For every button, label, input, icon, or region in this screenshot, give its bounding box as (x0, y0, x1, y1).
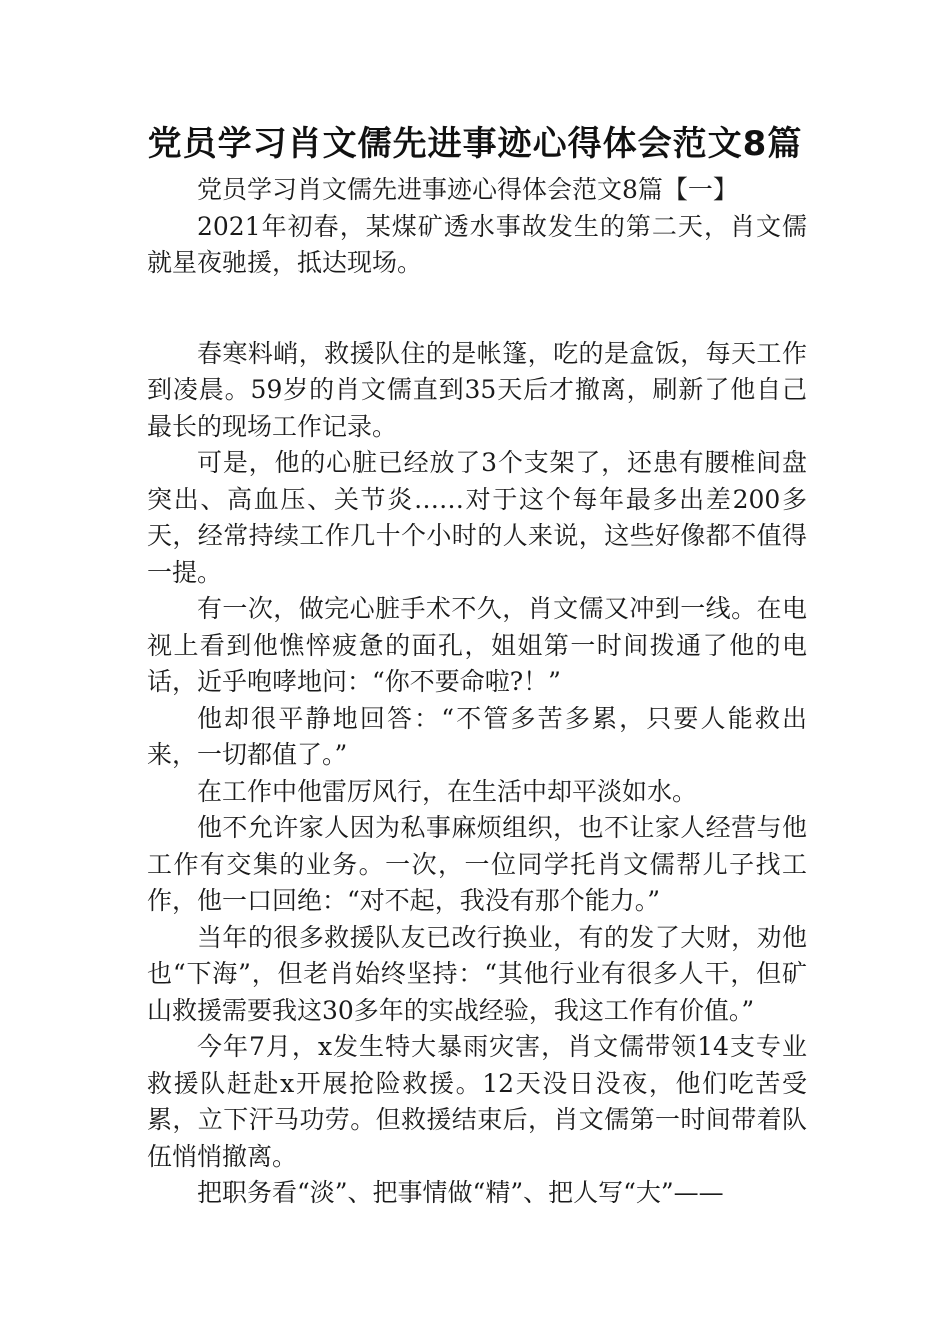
paragraph: 有一次，做完心脏手术不久，肖文儒又冲到一线。在电视上看到他憔悴疲惫的面孔，姐姐第一时间拨通了他的电话，近乎咆哮地问：“你不要命啦?！” (147, 594, 807, 696)
paragraph: 当年的很多救援队友已改行换业，有的发了大财，劝他也“下海”，但老肖始终坚持：“其他行业有很多人干，但矿山救援需要我这30多年的实战经验，我这工作有价值。” (147, 922, 807, 1025)
paragraph-gap (147, 282, 807, 336)
document-body (147, 172, 807, 1212)
paragraph: 可是，他的心脏已经放了3个支架了，还患有腰椎间盘突出、高血压、关节炎……对于这个每年最多出差200多天，经常持续工作几十个小时的人来说，这些好像都不值得一提。 (147, 448, 807, 587)
paragraph: 把职务看“淡”、把事情做“精”、把人写“大”—— (197, 1178, 724, 1207)
paragraph: 春寒料峭，救援队住的是帐篷，吃的是盒饭，每天工作到凌晨。59岁的肖文儒直到35天后才撤离，刷新了他自己最长的现场工作记录。 (147, 338, 807, 441)
paragraph: 他不允许家人因为私事麻烦组织，也不让家人经营与他工作有交集的业务。一次，一位同学托肖文儒帮儿子找工作，他一口回绝：“对不起，我没有那个能力。” (147, 813, 807, 915)
paragraph-section-heading: 党员学习肖文儒先进事迹心得体会范文8篇【一】 (197, 175, 738, 204)
document-title: 党员学习肖文儒先进事迹心得体会范文8篇 (147, 124, 803, 164)
paragraph: 他却很平静地回答：“不管多苦多累，只要人能救出来，一切都值了。” (147, 703, 807, 769)
paragraph: 今年7月，x发生特大暴雨灾害，肖文儒带领14支专业救援队赶赴x开展抢险救援。12天没日没夜，他们吃苦受累，立下汗马功劳。但救援结束后，肖文儒第一时间带着队伍悄悄撤离。 (147, 1032, 807, 1171)
paragraph: 在工作中他雷厉风行，在生活中却平淡如水。 (197, 776, 698, 806)
paragraph: 2021年初春，某煤矿透水事故发生的第二天，肖文儒就星夜驰援，抵达现场。 (147, 211, 807, 277)
